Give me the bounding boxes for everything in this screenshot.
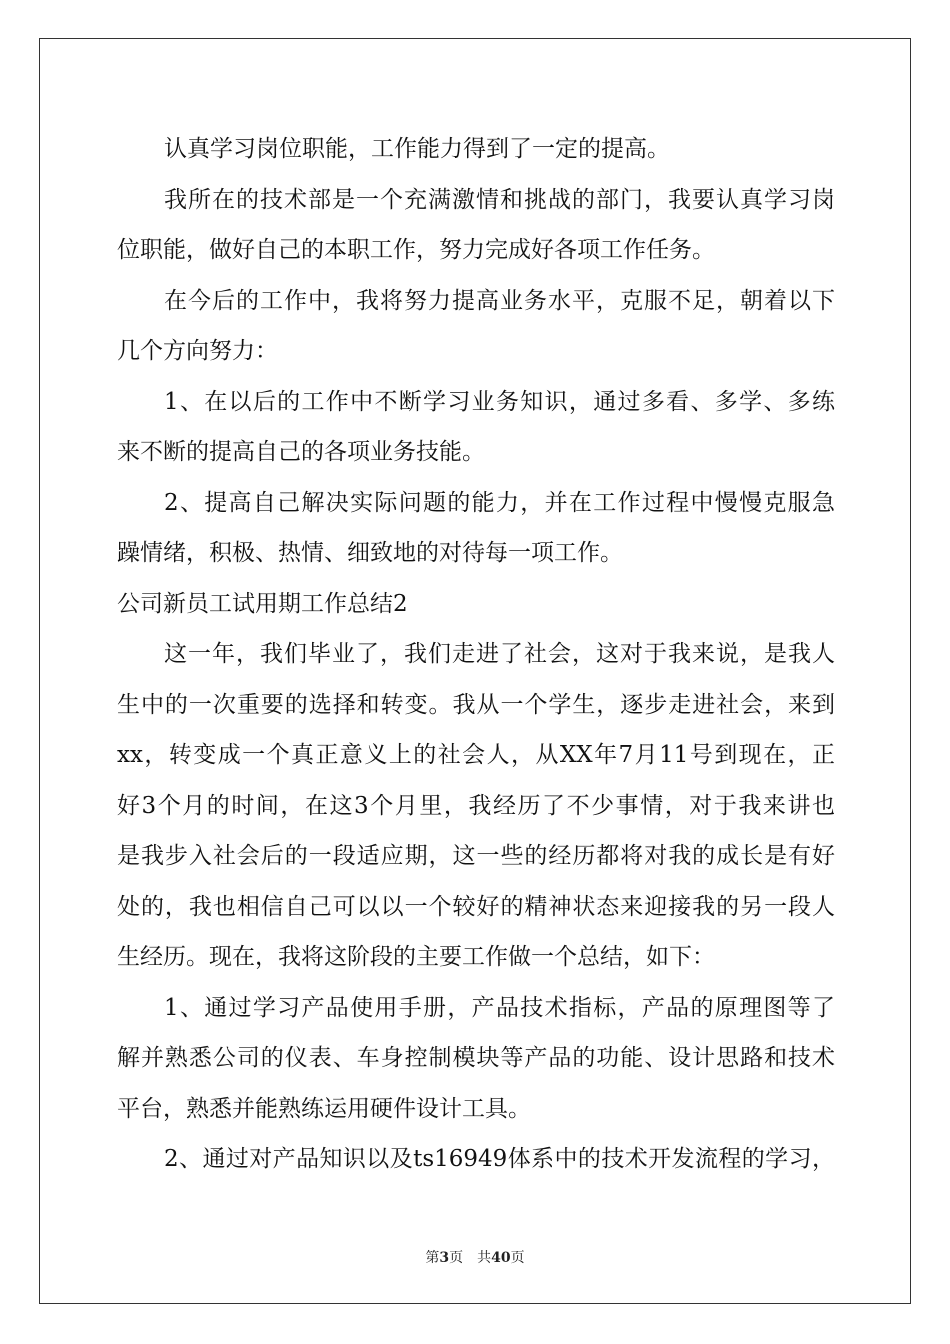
- text-line: 生经历。现在，我将这阶段的主要工作做一个总结，如下：: [117, 944, 715, 970]
- text-line: 2、提高自己解决实际问题的能力，并在工作过程中慢慢克服急: [164, 489, 835, 516]
- footer-prefix: 第: [425, 1250, 440, 1266]
- text-line: xx，转变成一个真正意义上的社会人，从XX年7月11号到现在，正: [117, 742, 835, 768]
- text-line: 好3个月的时间，在这3个月里，我经历了不少事情，对于我来讲也: [117, 792, 835, 819]
- text-line: 几个方向努力：: [117, 338, 278, 364]
- text-line: 在今后的工作中，我将努力提高业务水平，克服不足，朝着以下: [164, 287, 835, 314]
- text-line: 公司新员工试用期工作总结2: [117, 590, 408, 617]
- text-line: 这一年，我们毕业了，我们走进了社会，这对于我来说，是我人: [164, 641, 835, 667]
- text-line: 生中的一次重要的选择和转变。我从一个学生，逐步走进社会，来到: [117, 691, 835, 718]
- footer-middle: 页 共: [449, 1250, 492, 1266]
- page-footer: [0, 1248, 950, 1268]
- text-line: 1、在以后的工作中不断学习业务知识，通过多看、多学、多练: [164, 388, 835, 415]
- text-line: 是我步入社会后的一段适应期，这一些的经历都将对我的成长是有好: [117, 843, 835, 869]
- text-line: 认真学习岗位职能，工作能力得到了一定的提高。: [164, 136, 670, 162]
- document-body: [117, 128, 835, 1189]
- text-line: 1、通过学习产品使用手册，产品技术指标，产品的原理图等了: [164, 994, 835, 1021]
- text-line: 处的，我也相信自己可以以一个较好的精神状态来迎接我的另一段人: [117, 893, 835, 920]
- text-line: 位职能，做好自己的本职工作，努力完成好各项工作任务。: [117, 237, 715, 263]
- footer-suffix: 页: [510, 1250, 525, 1266]
- footer-total-pages: 40: [491, 1250, 511, 1266]
- footer-page-number: 3: [439, 1250, 450, 1266]
- text-line: 2、通过对产品知识以及ts16949体系中的技术开发流程的学习，: [164, 1146, 835, 1172]
- text-line: 我所在的技术部是一个充满激情和挑战的部门，我要认真学习岗: [164, 186, 835, 213]
- text-line: 躁情绪，积极、热情、细致地的对待每一项工作。: [117, 540, 623, 566]
- text-line: 解并熟悉公司的仪表、车身控制模块等产品的功能、设计思路和技术: [117, 1045, 835, 1071]
- text-line: 来不断的提高自己的各项业务技能。: [117, 439, 485, 465]
- text-line: 平台，熟悉并能熟练运用硬件设计工具。: [117, 1095, 531, 1122]
